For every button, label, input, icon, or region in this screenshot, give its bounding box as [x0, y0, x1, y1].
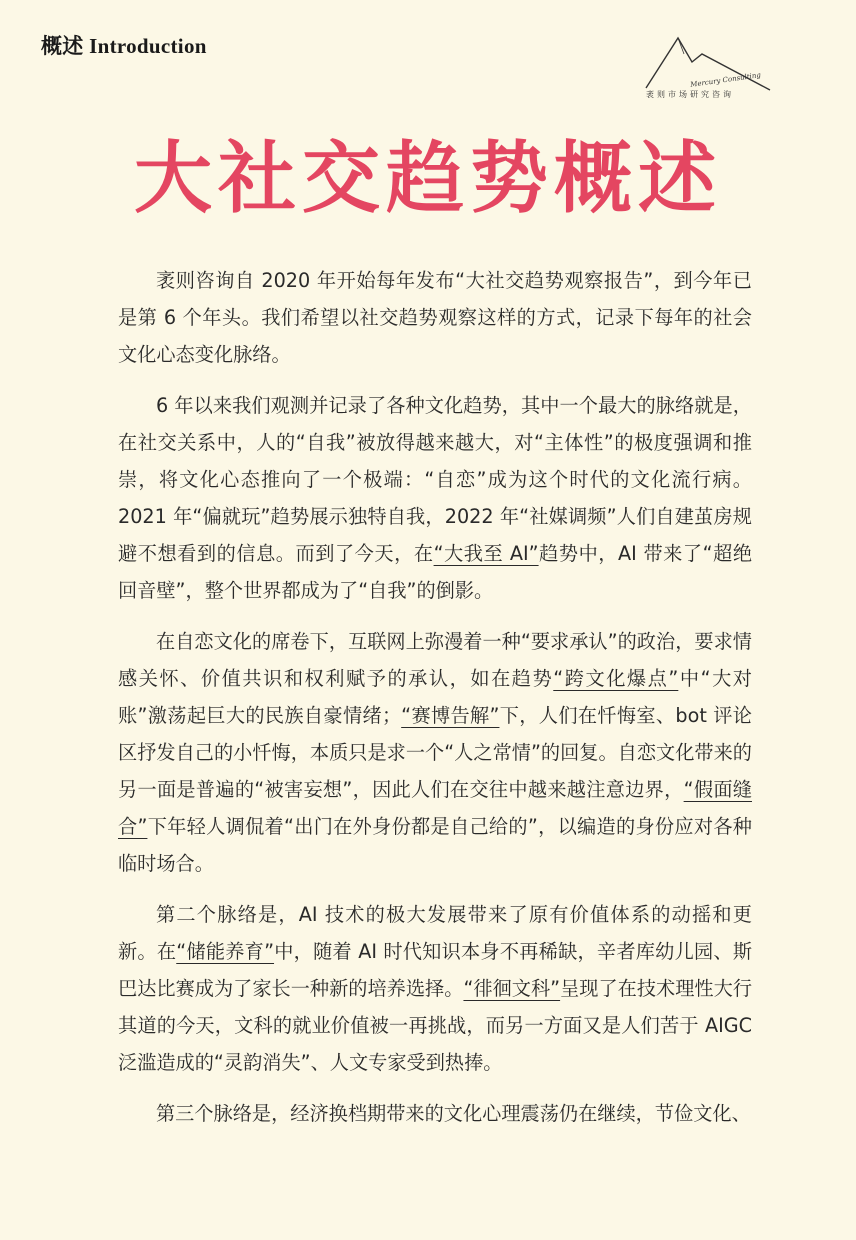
trend-name-link: “假面缝合”: [118, 778, 752, 838]
paragraph-text: 中，随着 AI 时代知识本身不再稀缺，辛者库幼儿园、斯巴达比赛成为了家长一种新的培养选择。: [118, 940, 753, 1000]
trend-name-link: “徘徊文科”: [463, 977, 561, 1000]
paragraph-text: 6 年以来我们观测并记录了各种文化趋势，其中一个最大的脉络就是，在社交关系中，人的“自我”被放得越来越大，对“主体性”的极度强调和推崇，将文化心态推向了一个极端：“自恋”成为这个时代的文化流行病。2021 年“偏就玩”趋势展示独特自我，2022 年“社媒调频”人们自建茧房规避不想看到的信息。而到了今天，在: [118, 394, 752, 565]
paragraph-text: 下年轻人调侃着“出门在外身份都是自己给的”，以编造的身份应对各种临时场合。: [118, 815, 752, 875]
logo-script-text: Mercury Consulting: [689, 71, 762, 89]
paragraph-text: 第三个脉络是，经济换档期带来的文化心理震荡仍在继续，节俭文化、: [156, 1102, 751, 1125]
page-title: 大社交趋势概述: [133, 133, 722, 224]
logo-chinese-name: 袤则市场研究咨询: [646, 90, 734, 99]
paragraph: [118, 1095, 752, 1132]
paragraph-text: 第二个脉络是，AI 技术的极大发展带来了原有价值体系的动摇和更新。在: [118, 903, 752, 963]
paragraph-text: 袤则咨询自 2020 年开始每年发布“大社交趋势观察报告”，到今年已是第 6 个年头。我们希望以社交趋势观察这样的方式，记录下每年的社会文化心态变化脉络。: [118, 269, 752, 366]
trend-name-link: “赛博告解”: [401, 704, 500, 727]
trend-name-link: “大我至 AI”: [433, 542, 539, 565]
paragraph-text: 呈现了在技术理性大行其道的今天，文科的就业价值被一再挑战，而另一方面又是人们苦于 AIGC 泛滥造成的“灵韵消失”、人文专家受到热捧。: [118, 977, 753, 1074]
paragraph-text: 趋势中，AI 带来了“超绝回音壁”，整个世界都成为了“自我”的倒影。: [118, 542, 753, 602]
paragraph-text: 中“大对账”激荡起巨大的民族自豪情绪；: [118, 667, 752, 727]
paragraph: [118, 896, 752, 1081]
trend-name-link: “储能养育”: [176, 940, 275, 963]
company-logo: [640, 32, 775, 107]
section-label: 概述 Introduction: [41, 34, 207, 58]
paragraph-text: 在自恋文化的席卷下，互联网上弥漫着一种“要求承认”的政治，要求情感关怀、价值共识和权利赋予的承认，如在趋势: [118, 630, 752, 690]
paragraph-text: 下，人们在忏悔室、bot 评论区抒发自己的小忏悔，本质只是求一个“人之常情”的回复。自恋文化带来的另一面是普遍的“被害妄想”，因此人们在交往中越来越注意边界，: [118, 704, 752, 801]
paragraph: [118, 262, 752, 373]
body-text: [118, 262, 752, 1146]
paragraph: [118, 623, 752, 882]
trend-name-link: “跨文化爆点”: [553, 667, 679, 690]
paragraph: [118, 387, 752, 609]
